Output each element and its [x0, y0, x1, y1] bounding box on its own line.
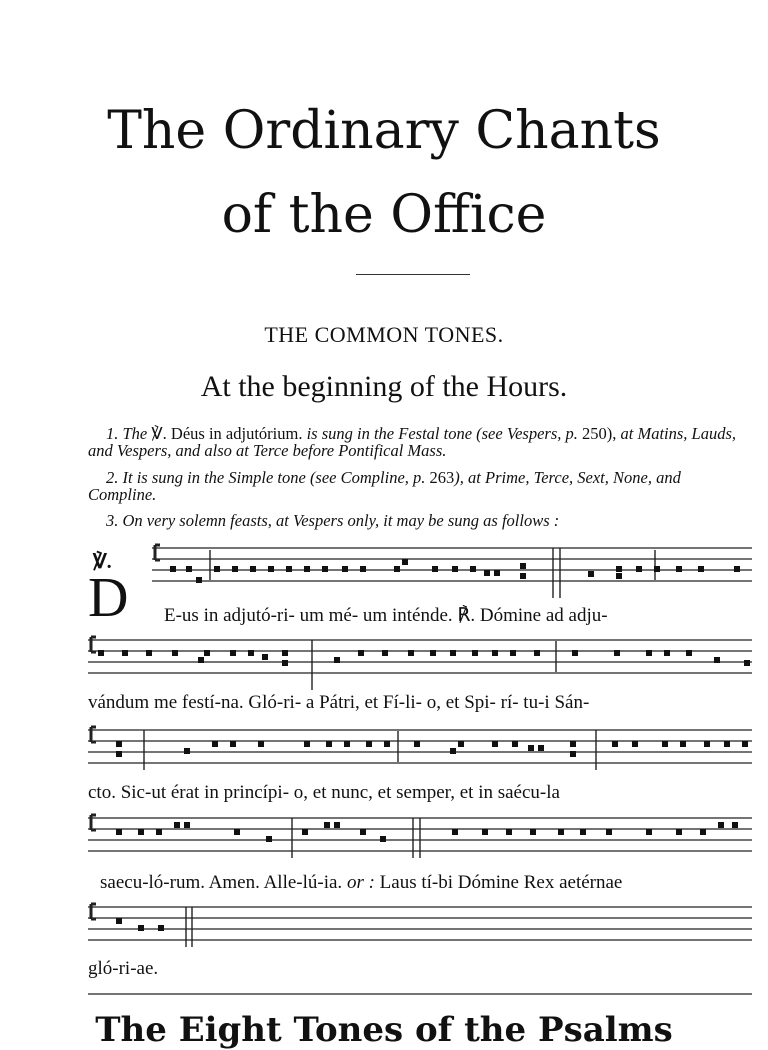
page-title-line-2: of the Office [221, 185, 547, 245]
note-text: ), at Prime, Terce, Sext, None, and Compline. [88, 468, 681, 504]
staff-5 [88, 907, 752, 940]
lyric-line-2: vándum me festí-na. Gló-ri- a Pátri, et Fí-li- o, et Spi- rí- tu-i Sán- [88, 692, 590, 713]
staff-2 [88, 640, 752, 673]
versicle-mark: ℣. [93, 551, 112, 573]
lyric-line-4-text: saecu-ló-rum. Amen. Alle-lú-ia. [100, 872, 343, 893]
note-number: 2. [106, 468, 119, 487]
note-text: at Matins, Lauds, and Vespers, and also at Terce before Pontifical Mass. [88, 424, 737, 460]
staff-1 [152, 548, 752, 581]
drop-cap-initial: D [88, 567, 129, 629]
next-section-heading: The Eight Tones of the Psalms [95, 1010, 673, 1050]
lyric-line-3: cto. Sic-ut érat in princípi- o, et nunc, et semper, et in saécu-la [88, 782, 560, 803]
lyric-line-4-alt: Laus tí-bi Dómine Rex aetérnae [379, 872, 623, 893]
note-text: is sung in the Festal tone (see Vespers, p. [302, 424, 582, 443]
lyric-line-4 [100, 872, 622, 894]
note-incipit: Déus in adjutórium. [166, 424, 303, 443]
note-text: It is sung in the Simple tone (see Compline, p. [118, 468, 430, 487]
page-reference: 250), [582, 424, 617, 443]
lyric-line-1: E-us in adjutó-ri- um mé- um inténde. ℟. Dómine ad adju- [164, 605, 608, 626]
note-text: On very solemn feasts, at Vespers only, it may be sung as follows : [118, 511, 560, 530]
page-title-line-1: The Ordinary Chants [107, 101, 661, 161]
section-heading: THE COMMON TONES. [264, 322, 504, 347]
note-number: 3. [106, 511, 119, 530]
page-reference: 263 [429, 468, 455, 487]
lyric-line-5: gló-ri-ae. [88, 958, 159, 979]
section-subheading: At the beginning of the Hours. [200, 370, 568, 403]
versicle-symbol: ℣. [151, 424, 167, 443]
note-text: The [118, 424, 152, 443]
note-number: 1. [106, 424, 119, 443]
alternative-marker: or : [346, 872, 375, 893]
